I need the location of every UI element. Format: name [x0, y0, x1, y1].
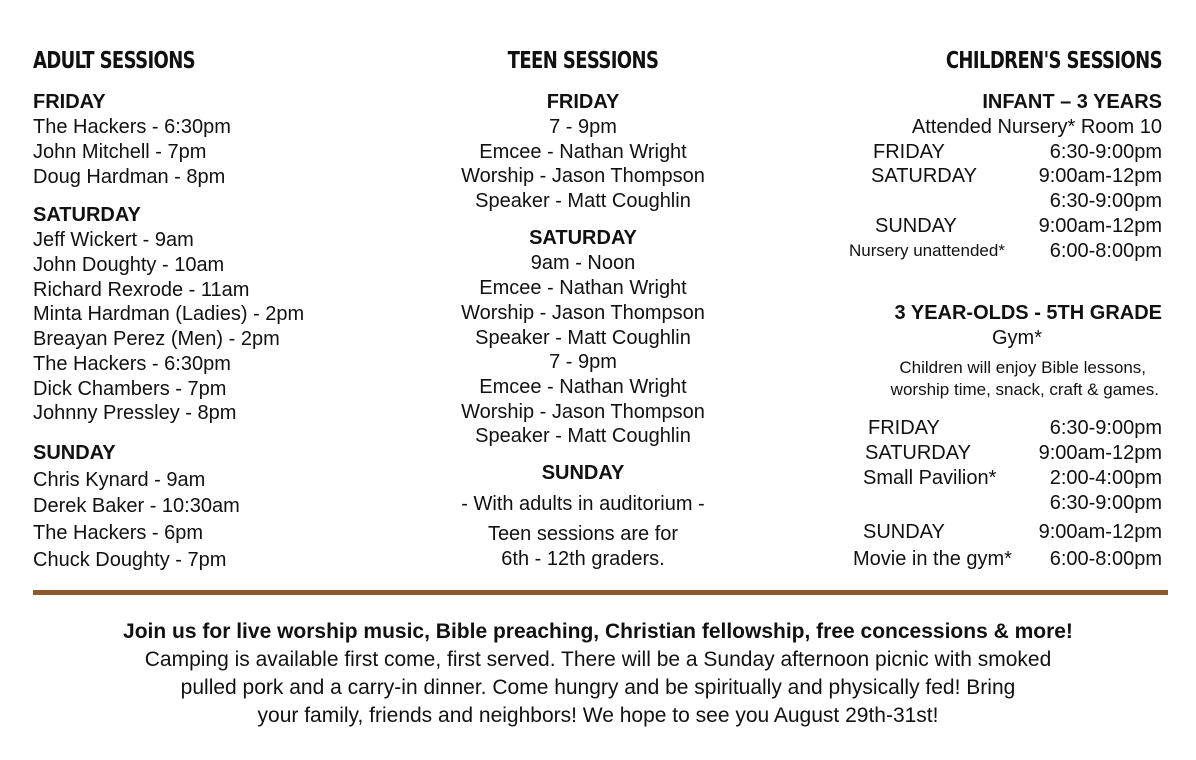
adult-saturday-item: Jeff Wickert - 9am — [33, 229, 194, 251]
footer-line: Camping is available first come, first served. There will be a Sunday afternoon picnic with smoked — [144, 648, 1052, 671]
adult-sunday-item: The Hackers - 6pm — [33, 522, 204, 544]
infant-schedule-row — [815, 140, 1162, 164]
schedule-time: 6:00-8:00pm — [1049, 240, 1162, 262]
schedule-time: 9:00am-12pm — [1038, 215, 1162, 237]
schedule-day-label: SATURDAY — [871, 165, 977, 187]
adult-sunday-heading: SUNDAY — [33, 442, 116, 464]
footer-line: your family, friends and neighbors! We hope to see you August 29th-31st! — [257, 704, 939, 727]
childrens-sessions-heading: CHILDREN'S SESSIONS — [945, 46, 1162, 74]
teen-saturday-item: Speaker - Matt Coughlin — [475, 425, 691, 447]
teen-saturday-item: Speaker - Matt Coughlin — [475, 327, 691, 349]
adult-friday-item: John Mitchell - 7pm — [33, 141, 207, 163]
adult-sessions-heading: ADULT SESSIONS — [33, 46, 196, 74]
section-divider — [33, 590, 1168, 595]
schedule-day-label: FRIDAY — [868, 417, 940, 439]
adult-sunday-item: Chris Kynard - 9am — [33, 469, 206, 491]
event-footer — [0, 618, 1196, 730]
infant-location: Attended Nursery* Room 10 — [911, 116, 1162, 138]
infant-schedule-row — [815, 239, 1162, 263]
adult-friday-heading: FRIDAY — [33, 91, 106, 113]
teen-friday-heading: FRIDAY — [546, 91, 620, 113]
schedule-time: 6:00-8:00pm — [1049, 548, 1162, 570]
adult-saturday-item: Minta Hardman (Ladies) - 2pm — [33, 303, 305, 325]
teen-info-line: Teen sessions are for — [487, 523, 679, 545]
teen-saturday-item: 7 - 9pm — [549, 351, 617, 373]
grade-schedule-row — [815, 491, 1162, 515]
adult-saturday-item: Breayan Perez (Men) - 2pm — [33, 328, 280, 350]
infant-schedule-row — [815, 164, 1162, 188]
teen-friday-item: Speaker - Matt Coughlin — [475, 190, 691, 212]
grade-description: worship time, snack, craft & games. — [890, 380, 1159, 399]
teen-saturday-item: 9am - Noon — [530, 252, 636, 274]
teen-saturday-item: Emcee - Nathan Wright — [479, 376, 687, 398]
adult-friday-item: The Hackers - 6:30pm — [33, 116, 231, 138]
teen-friday-item: 7 - 9pm — [549, 116, 617, 138]
teen-sunday-note: - With adults in auditorium - — [461, 493, 705, 515]
grade-location: Gym* — [992, 327, 1042, 349]
teen-sessions-heading: TEEN SESSIONS — [507, 46, 659, 74]
schedule-day-label: Movie in the gym* — [853, 548, 1012, 570]
adult-saturday-item: The Hackers - 6:30pm — [33, 353, 231, 375]
infant-schedule-row — [815, 189, 1162, 213]
adult-saturday-item: John Doughty - 10am — [33, 254, 225, 276]
footer-lead: Join us for live worship music, Bible preaching, Christian fellowship, free concessions & more! — [123, 620, 1073, 643]
adult-saturday-item: Richard Rexrode - 11am — [33, 279, 250, 301]
schedule-time: 9:00am-12pm — [1038, 442, 1162, 464]
schedule-time: 6:30-9:00pm — [1049, 492, 1162, 514]
schedule-time: 6:30-9:00pm — [1049, 417, 1162, 439]
schedule-time: 6:30-9:00pm — [1049, 190, 1162, 212]
schedule-day-label: SUNDAY — [875, 215, 957, 237]
adult-friday-item: Doug Hardman - 8pm — [33, 166, 226, 188]
schedule-time: 6:30-9:00pm — [1049, 141, 1162, 163]
teen-friday-item: Emcee - Nathan Wright — [479, 141, 687, 163]
adult-sunday-item: Derek Baker - 10:30am — [33, 495, 240, 517]
grade-schedule-row — [815, 416, 1162, 440]
grade-description: Children will enjoy Bible lessons, — [899, 358, 1146, 377]
infant-group-title: INFANT – 3 YEARS — [982, 91, 1162, 113]
teen-saturday-item: Emcee - Nathan Wright — [479, 277, 687, 299]
adult-sunday-item: Chuck Doughty - 7pm — [33, 549, 227, 571]
adult-saturday-heading: SATURDAY — [33, 204, 141, 226]
footer-line: pulled pork and a carry-in dinner. Come hungry and be spiritually and physically fed! Bring — [180, 676, 1016, 699]
schedule-time: 9:00am-12pm — [1038, 521, 1162, 543]
infant-schedule-row — [815, 214, 1162, 238]
schedule-day-label: Nursery unattended* — [849, 241, 1005, 260]
grade-group-title: 3 YEAR-OLDS - 5TH GRADE — [894, 302, 1162, 324]
grade-schedule-row — [815, 441, 1162, 465]
teen-saturday-heading: SATURDAY — [529, 227, 637, 249]
teen-saturday-item: Worship - Jason Thompson — [461, 401, 705, 423]
grade-schedule-row — [815, 547, 1162, 571]
teen-sunday-heading: SUNDAY — [541, 462, 625, 484]
schedule-time: 2:00-4:00pm — [1049, 467, 1162, 489]
schedule-day-label: SATURDAY — [865, 442, 971, 464]
adult-saturday-item: Johnny Pressley - 8pm — [33, 402, 237, 424]
teen-saturday-item: Worship - Jason Thompson — [461, 302, 705, 324]
schedule-day-label: SUNDAY — [863, 521, 945, 543]
adult-saturday-item: Dick Chambers - 7pm — [33, 378, 227, 400]
teen-info-line: 6th - 12th graders. — [501, 548, 665, 570]
schedule-day-label: FRIDAY — [873, 141, 945, 163]
grade-schedule-row — [815, 520, 1162, 544]
schedule-time: 9:00am-12pm — [1038, 165, 1162, 187]
schedule-day-label: Small Pavilion* — [863, 467, 997, 489]
teen-friday-item: Worship - Jason Thompson — [461, 165, 705, 187]
grade-schedule-row — [815, 466, 1162, 490]
